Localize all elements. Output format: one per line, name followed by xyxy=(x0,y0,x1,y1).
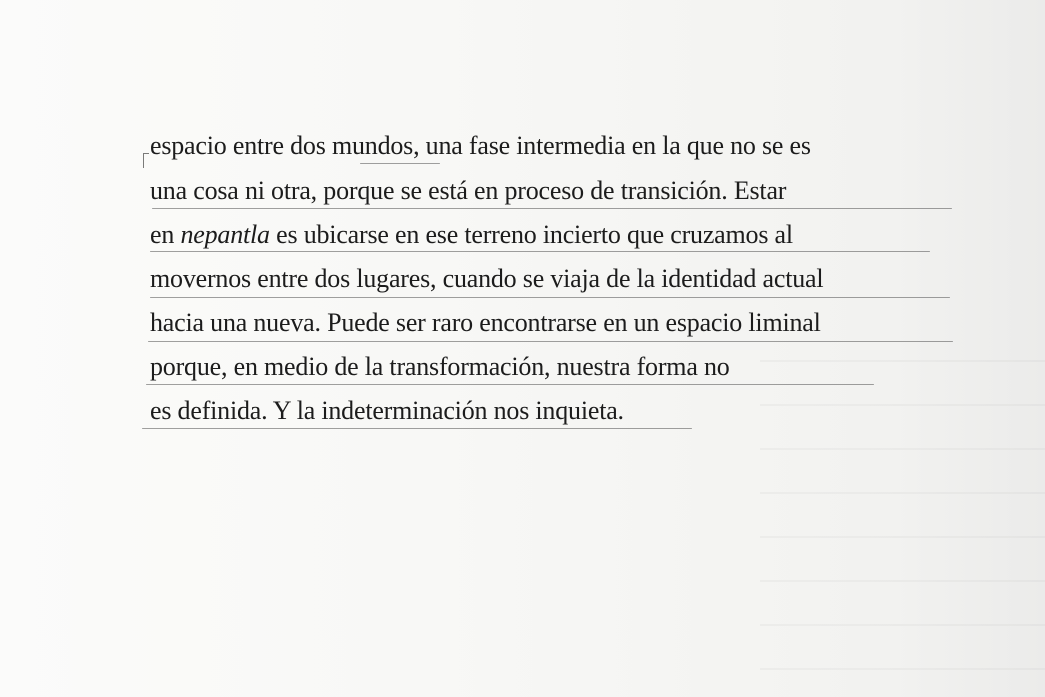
pencil-bracket-mark xyxy=(143,153,149,168)
pencil-underline xyxy=(360,163,440,164)
line-7-text: es definida. Y la indeterminación nos inquieta. xyxy=(150,396,624,425)
pencil-underline xyxy=(146,384,874,385)
line-6-text: porque, en medio de la transformación, nuestra forma no xyxy=(150,352,730,381)
passage-line-7 xyxy=(150,396,624,426)
line-3-prefix: en xyxy=(150,220,181,249)
italic-term-nepantla: nepantla xyxy=(180,220,270,249)
pencil-underline xyxy=(152,208,952,209)
line-4-text: movernos entre dos lugares, cuando se viaja de la identidad actual xyxy=(150,264,824,293)
bleed-through-text xyxy=(760,360,1045,697)
passage-line-6 xyxy=(150,352,730,382)
line-2-text: una cosa ni otra, porque se está en proceso de transición. Estar xyxy=(150,176,787,205)
passage-line-5 xyxy=(150,308,821,338)
pencil-underline xyxy=(142,428,692,429)
passage-line-3 xyxy=(150,220,793,250)
pencil-underline xyxy=(150,251,930,252)
pencil-underline xyxy=(148,341,953,342)
passage-line-2 xyxy=(150,176,786,206)
pencil-underline xyxy=(150,297,950,298)
passage-line-1 xyxy=(150,131,811,161)
passage-line-4 xyxy=(150,264,823,294)
line-1-text: espacio entre dos mundos, una fase intermedia en la que no se es xyxy=(150,131,811,160)
line-5-text: hacia una nueva. Puede ser raro encontrarse en un espacio liminal xyxy=(150,308,821,337)
line-3-rest: es ubicarse en ese terreno incierto que cruzamos al xyxy=(269,220,793,249)
